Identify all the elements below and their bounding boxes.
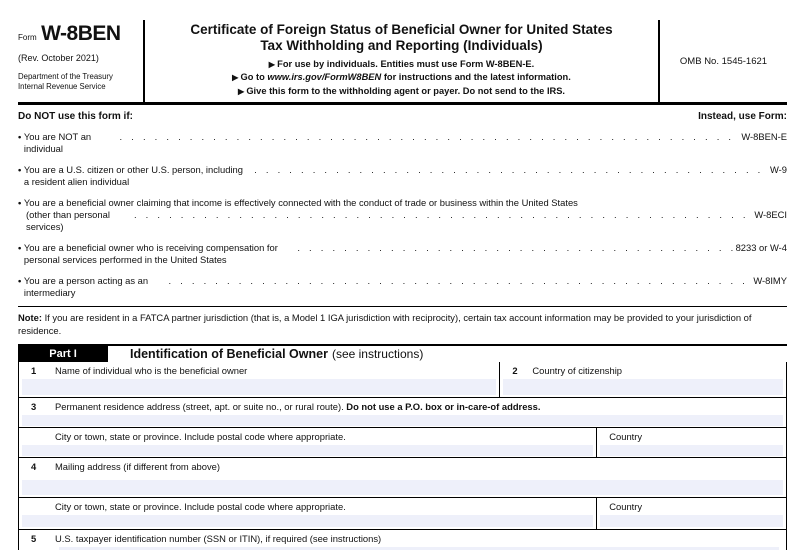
table-row xyxy=(19,398,786,428)
dot-leader xyxy=(115,131,742,143)
form-header xyxy=(18,20,787,105)
do-not-use-item: • You are a U.S. citizen or other U.S. person, including a resident alien individual . . . W-9 xyxy=(18,164,787,188)
right-arrow-icon xyxy=(232,72,240,82)
field-3-city-label: City or town, state or province. Include postal code where appropriate. xyxy=(55,430,346,442)
table-row xyxy=(19,498,786,530)
do-not-use-item: • You are a person acting as an intermediary . . . W-8IMY xyxy=(18,275,787,299)
do-not-use-section xyxy=(18,111,787,299)
field-3-cell xyxy=(19,398,786,427)
field-5-label: U.S. taxpayer identification number (SSN or ITIN), if required (see instructions) xyxy=(55,532,382,544)
form-word: Form xyxy=(18,33,37,42)
field-3-country-cell xyxy=(597,428,786,457)
field-4-city-label: City or town, state or province. Include postal code where appropriate. xyxy=(55,500,346,512)
mailing-city-input[interactable] xyxy=(22,515,593,526)
field-number: 3 xyxy=(31,400,37,412)
irs-url-link[interactable]: www.irs.gov/FormW8BEN xyxy=(267,72,382,83)
instead-form-name: 8233 or W-4 xyxy=(735,241,787,253)
right-arrow-icon xyxy=(269,59,277,69)
dot-leader xyxy=(163,275,753,287)
table-row xyxy=(19,428,786,458)
part1-label: Part I xyxy=(18,346,108,362)
header-instruction-2: ▶ Go to www.irs.gov/FormW8BEN for instructions and the latest information. xyxy=(151,71,652,84)
field-5-cell xyxy=(19,530,786,550)
beneficial-owner-name-input[interactable] xyxy=(22,379,496,394)
mailing-country-input[interactable] xyxy=(600,515,783,526)
header-instruction-1: ▶ For use by individuals. Entities must use Form W-8BEN-E. xyxy=(151,58,652,71)
fatca-note: Note: If you are resident in a FATCA partner jurisdiction (that is, a Model 1 IGA jurisdiction with reciprocity), certain tax account information may be provided to your jurisdiction of residence. xyxy=(18,306,787,343)
permanent-residence-address-input[interactable] xyxy=(22,415,783,426)
dot-leader xyxy=(249,164,770,176)
instead-form-name: W-8IMY xyxy=(753,274,787,286)
instead-form-name: W-8BEN-E xyxy=(741,130,787,142)
field-3-country-label: Country xyxy=(609,430,643,442)
table-row xyxy=(19,362,786,398)
field-2-cell xyxy=(500,362,786,397)
form-id-block xyxy=(18,20,143,102)
table-row xyxy=(19,530,786,550)
instead-form-name: W-8ECI xyxy=(754,208,787,220)
field-1-cell xyxy=(19,362,500,397)
field-number: 4 xyxy=(31,460,37,472)
instead-use-form-heading: Instead, use Form: xyxy=(698,111,787,123)
field-4-country-cell xyxy=(597,498,786,529)
form-number: W-8BEN xyxy=(41,22,121,45)
field-2-label: Country of citizenship xyxy=(532,364,623,376)
mailing-address-input[interactable] xyxy=(22,480,783,494)
table-row xyxy=(19,458,786,498)
omb-number: OMB No. 1545-1621 xyxy=(679,55,768,67)
field-3-city-cell xyxy=(19,428,597,457)
field-4-country-label: Country xyxy=(609,500,643,512)
part1-title: Identification of Beneficial Owner xyxy=(130,346,328,361)
form-title-block xyxy=(143,20,660,102)
field-1-label: Name of individual who is the beneficial owner xyxy=(55,364,248,376)
do-not-use-item: • You are a beneficial owner who is receiving compensation for personal services performed in the United States . . . 8233 or W-4 xyxy=(18,242,787,266)
field-4-cell xyxy=(19,458,786,497)
field-number: 2 xyxy=(512,364,518,376)
residence-city-input[interactable] xyxy=(22,445,593,456)
header-instruction-3: ▶ Give this form to the withholding agent or payer. Do not send to the IRS. xyxy=(151,85,652,98)
do-not-use-heading: Do NOT use this form if: xyxy=(18,111,133,123)
dot-leader xyxy=(292,242,735,254)
note-label: Note: xyxy=(18,312,42,324)
form-revision: (Rev. October 2021) xyxy=(18,53,99,63)
do-not-use-item: • You are a beneficial owner claiming that income is effectively connected with the conduct of trade or business within the United States (other than personal services) . . . W-8ECI xyxy=(18,197,787,234)
do-not-use-item: • You are NOT an individual . . . W-8BEN-E xyxy=(18,131,787,155)
instead-form-name: W-9 xyxy=(769,163,787,175)
part1-fields-table xyxy=(18,362,787,550)
field-number: 5 xyxy=(31,532,37,544)
dot-leader xyxy=(129,209,754,221)
field-4-label: Mailing address (if different from above) xyxy=(55,460,221,472)
country-of-citizenship-input[interactable] xyxy=(503,379,783,394)
field-4-city-cell xyxy=(19,498,597,529)
form-title: Certificate of Foreign Status of Beneficial Owner for United States Tax Withholding and Reporting (Individuals) xyxy=(190,22,613,54)
agency-line-2: Internal Revenue Service xyxy=(18,81,106,91)
agency-line-1: Department of the Treasury xyxy=(18,72,113,81)
field-3-label: Permanent residence address (street, apt. or suite no., or rural route). Do not use a P.O. box or in-care-of address. xyxy=(55,400,541,412)
residence-country-input[interactable] xyxy=(600,445,783,456)
part1-header-bar xyxy=(18,344,787,362)
field-number: 1 xyxy=(31,364,37,376)
part1-subtitle: (see instructions) xyxy=(331,346,424,361)
